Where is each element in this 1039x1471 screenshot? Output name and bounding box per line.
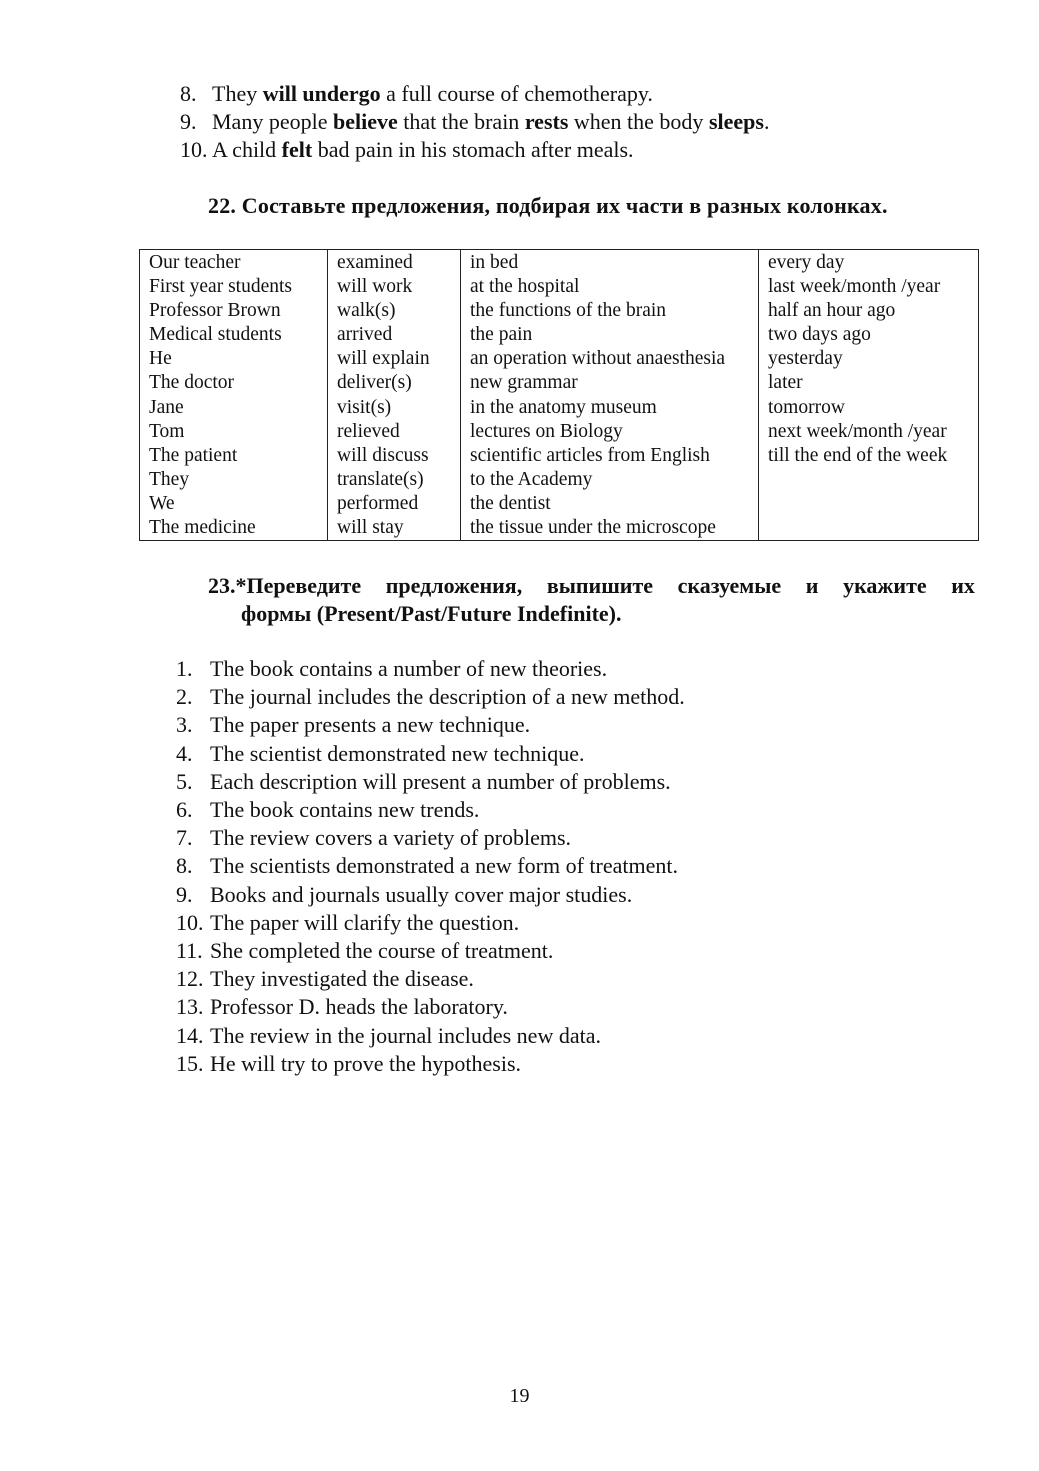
exercise-23-heading-line-1 [208, 572, 975, 600]
exercise-23-sentence-list [176, 655, 685, 1078]
list-item-number: 8. [176, 853, 193, 879]
sentence-text: Many people [212, 109, 333, 134]
list-item-number: 6. [176, 797, 193, 823]
table-cell: They [149, 468, 190, 490]
sentence-text: The scientists demonstrated a new form of treatment. [210, 853, 678, 879]
table-cell: We [149, 492, 175, 514]
list-item [176, 909, 685, 937]
sentence-text: The journal includes the description of a new method. [210, 684, 685, 710]
exercise-22-heading: 22. Составьте предложения, подбирая их части в разных колонках. [208, 193, 888, 218]
sentence-text: The scientist demonstrated new technique. [210, 740, 585, 766]
list-item [176, 796, 685, 824]
heading-word: и [805, 573, 819, 598]
table-cell: the functions of the brain [470, 300, 667, 322]
table-cell: an operation without anaesthesia [470, 348, 726, 370]
list-item [176, 937, 685, 965]
table-cell: the tissue under the microscope [470, 517, 716, 539]
table-cell: Jane [149, 396, 184, 418]
list-item [176, 768, 685, 796]
sentence-text: The review in the journal includes new data. [210, 1022, 601, 1048]
sentence-text: a full course of chemotherapy. [380, 81, 653, 106]
sentence-text: bad pain in his stomach after meals. [312, 137, 634, 162]
table-cell: the pain [470, 324, 533, 346]
table-cell: He [149, 348, 172, 370]
sentence-text: The book contains new trends. [210, 797, 480, 823]
list-item [176, 655, 685, 683]
heading-word: выпишите [546, 573, 654, 598]
table-cell: yesterday [768, 348, 843, 370]
page-number: 19 [509, 1385, 530, 1407]
sentence-text: They investigated the disease. [210, 966, 474, 992]
list-item-number: 12. [176, 966, 204, 992]
subject-column [140, 250, 328, 541]
list-item-number: 9. [180, 109, 197, 134]
list-item [180, 136, 769, 164]
list-item-number: 11. [176, 938, 203, 964]
table-cell: deliver(s) [337, 372, 412, 394]
list-item-number: 10. [176, 909, 204, 935]
heading-word: 23.*Переведите [208, 573, 362, 598]
exercise-23-heading-line-2: формы (Present/Past/Future Indefinite). [241, 601, 622, 626]
predicate-column [328, 250, 461, 541]
list-item-number: 9. [176, 881, 193, 907]
sentence-text: The paper will clarify the question. [210, 909, 520, 935]
list-item-number: 15. [176, 1050, 204, 1076]
table-cell: will discuss [337, 444, 429, 466]
sentence-text: that the brain [397, 109, 525, 134]
list-item-number: 5. [176, 768, 193, 794]
sentence-text: The paper presents a new technique. [210, 712, 531, 738]
table-cell: The medicine [149, 517, 256, 539]
sentence-text: The book contains a number of new theories. [210, 656, 608, 681]
list-item [176, 683, 685, 711]
table-cell: in bed [470, 252, 519, 273]
table-cell: performed [337, 492, 419, 514]
sentence-text: Books and journals usually cover major studies. [210, 881, 633, 907]
table-cell: First year students [149, 276, 292, 298]
list-item [176, 740, 685, 768]
table-cell: till the end of the week [768, 444, 948, 466]
list-item [176, 1022, 685, 1050]
bold-verb: rests [524, 109, 569, 134]
table-cell: tomorrow [768, 396, 845, 418]
sentence-text: She completed the course of treatment. [210, 938, 554, 964]
time-column [759, 250, 979, 541]
sentence-text: when the body [568, 109, 709, 134]
bold-verb: felt [281, 137, 313, 162]
table-cell: every day [768, 252, 845, 273]
list-item [176, 824, 685, 852]
sentence-text: . [763, 109, 770, 134]
table-cell: The doctor [149, 372, 235, 394]
list-item-number: 10. [180, 137, 208, 162]
table-cell: The patient [149, 444, 238, 466]
heading-word: их [951, 573, 975, 598]
table-cell: next week/month /year [768, 420, 947, 442]
table-cell: new grammar [470, 372, 578, 394]
bold-verb: will undergo [262, 81, 381, 106]
heading-word: укажите [843, 573, 927, 598]
table-cell: later [768, 372, 803, 394]
list-item-number: 3. [176, 712, 193, 738]
table-cell: Medical students [149, 324, 282, 346]
list-item-number: 8. [180, 81, 197, 106]
table-cell: walk(s) [337, 300, 396, 322]
table-cell: visit(s) [337, 396, 392, 418]
continued-sentence-list [180, 80, 769, 164]
sentence-text: The review covers a variety of problems. [210, 825, 572, 851]
table-cell: Professor Brown [149, 300, 281, 322]
sentence-text: They [212, 81, 263, 106]
list-item [180, 108, 769, 136]
list-item-number: 7. [176, 825, 193, 851]
table-cell: last week/month /year [768, 276, 941, 298]
heading-word: предложения, [385, 573, 523, 598]
exercise-23-heading [208, 572, 975, 628]
table-cell: lectures on Biology [470, 420, 623, 442]
list-item [176, 881, 685, 909]
list-item [176, 993, 685, 1021]
list-item-number: 4. [176, 740, 193, 766]
table-cell: will explain [337, 348, 430, 370]
table-cell: to the Academy [470, 468, 593, 490]
sentence-parts-table [139, 249, 979, 541]
table-cell: in the anatomy museum [470, 396, 657, 418]
bold-verb: believe [332, 109, 398, 134]
table-cell: the dentist [470, 492, 551, 514]
table-cell: half an hour ago [768, 300, 896, 322]
list-item-number: 1. [176, 656, 193, 681]
list-item-number: 2. [176, 684, 193, 710]
list-item [176, 1050, 685, 1078]
list-item [180, 80, 769, 108]
sentence-text: A child [212, 137, 282, 162]
table-cell: will stay [337, 517, 404, 539]
list-item [176, 965, 685, 993]
table-cell: two days ago [768, 324, 871, 346]
bold-verb: sleeps [708, 109, 764, 134]
object-column [461, 250, 759, 541]
list-item-number: 14. [176, 1022, 204, 1048]
list-item [176, 852, 685, 880]
table-cell: Tom [149, 420, 185, 442]
sentence-text: He will try to prove the hypothesis. [210, 1050, 522, 1076]
sentence-text: Professor D. heads the laboratory. [210, 994, 508, 1020]
list-item [176, 711, 685, 739]
table-cell: at the hospital [470, 276, 580, 298]
table-cell: will work [337, 276, 413, 298]
table-cell: examined [337, 252, 413, 273]
table-cell: translate(s) [337, 468, 424, 490]
table-cell: scientific articles from English [470, 444, 710, 466]
sentence-text: Each description will present a number of problems. [210, 768, 671, 794]
heading-word: сказуемые [677, 573, 782, 598]
table-cell: Our teacher [149, 252, 241, 273]
list-item-number: 13. [176, 994, 204, 1020]
table-cell: arrived [337, 324, 393, 346]
table-cell: relieved [337, 420, 400, 442]
